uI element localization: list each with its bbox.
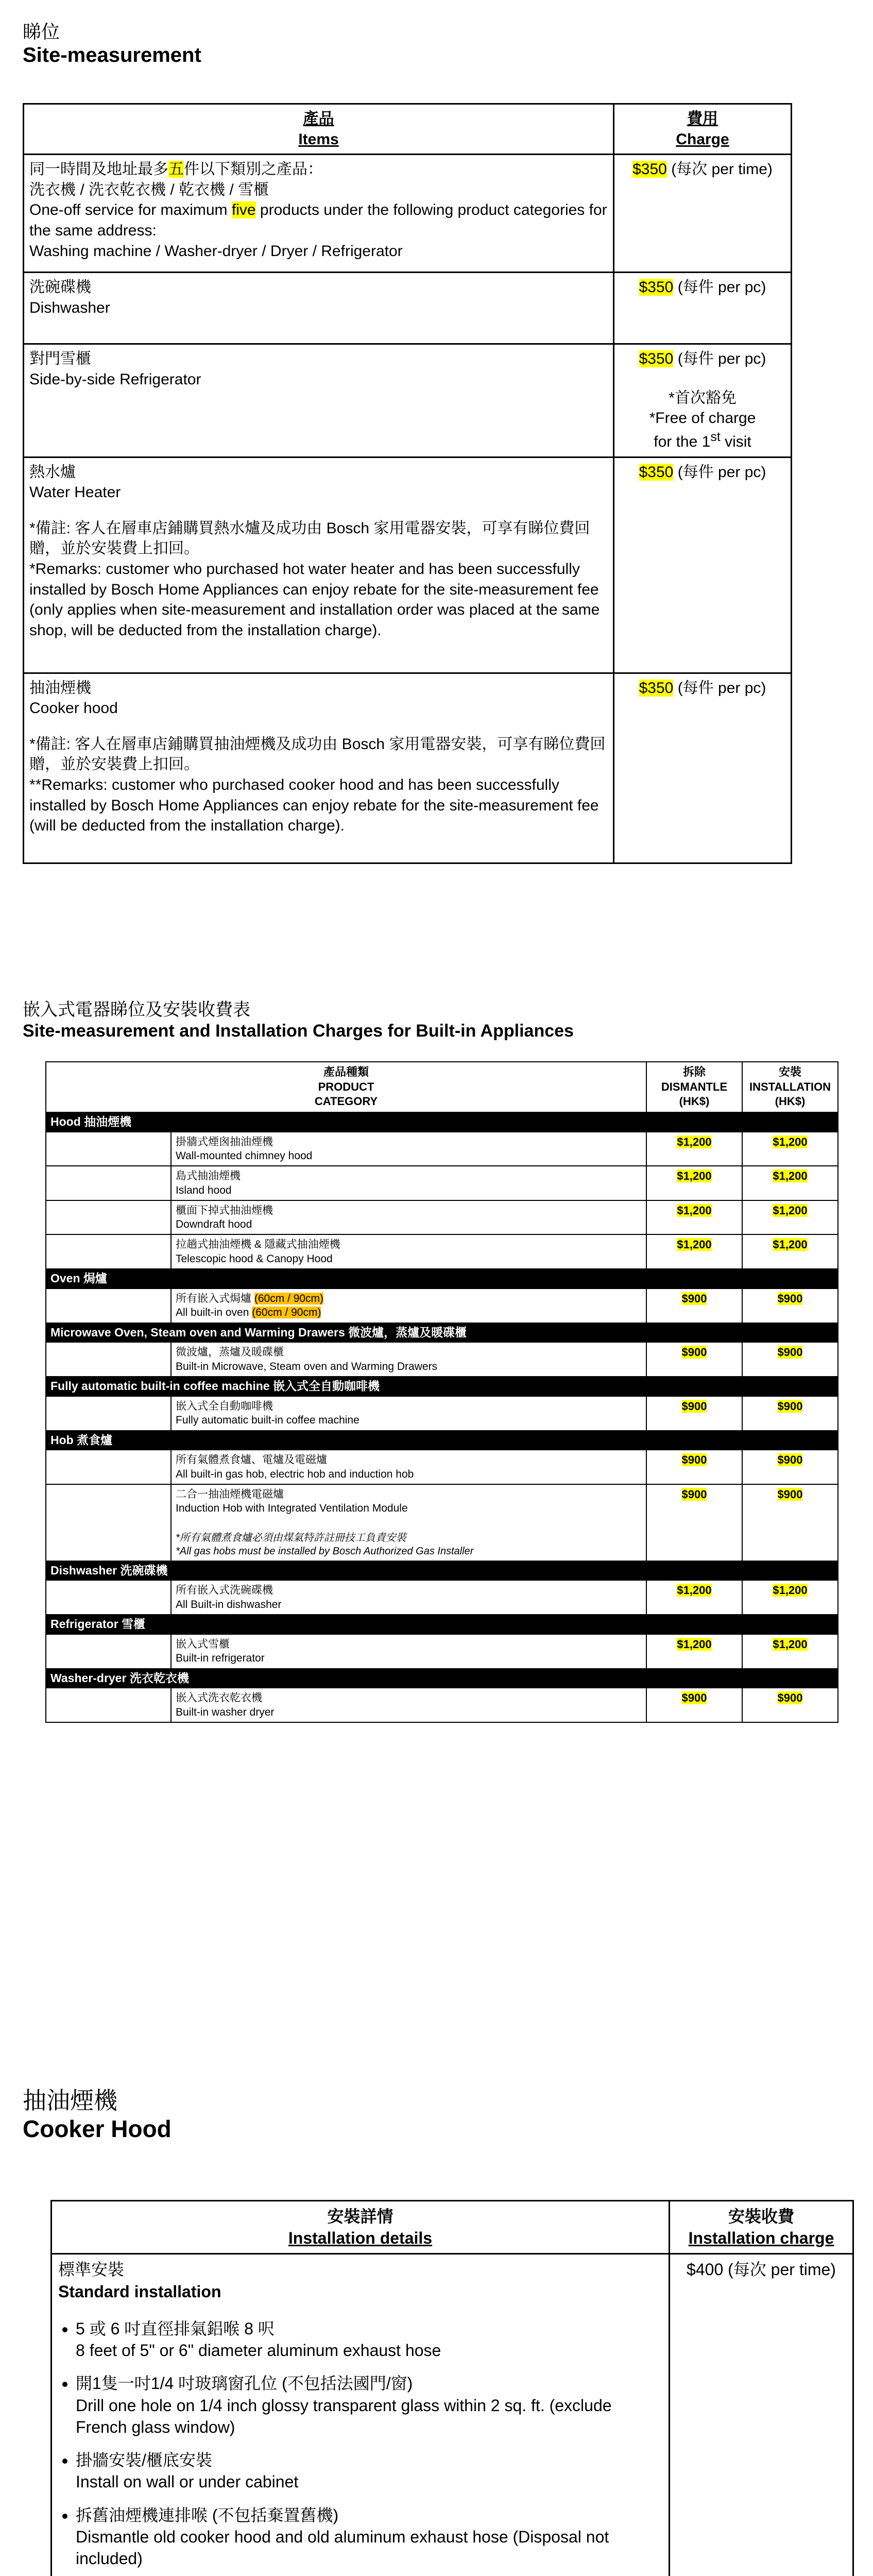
table-row xyxy=(46,1688,838,1722)
blank-cell xyxy=(46,1580,171,1615)
section1-title-zh: 睇位 xyxy=(23,21,60,42)
table-row xyxy=(46,1450,838,1484)
product-name-en: Induction Hob with Integrated Ventilation Module xyxy=(176,1502,408,1515)
table-row xyxy=(46,1132,838,1166)
table-row xyxy=(46,1166,838,1200)
category-title: Hob 煮食爐 xyxy=(46,1431,838,1450)
item-cell: 同一時間及地址最多五件以下類別之產品： 洗衣機 / 洗衣乾衣機 / 乾衣機 / 雪櫃 One-off service for maximum five products under the following product categories for the same address: Washing machine / Washer-dryer / Dryer / Refrigerator xyxy=(24,155,614,273)
section3-title-zh: 抽油煙機 xyxy=(23,2087,117,2114)
table-row xyxy=(24,457,792,673)
product-name-en: Island hood xyxy=(176,1184,232,1196)
blank-cell xyxy=(46,1342,171,1377)
dismantle-price: $1,200 xyxy=(646,1132,742,1166)
category-header: 產品種類 PRODUCT CATEGORY xyxy=(46,1062,646,1112)
list-item: • 掛牆安裝/櫃底安裝 Install on wall or under cabinet xyxy=(76,2449,662,2493)
charge-header: 費用 Charge xyxy=(614,104,792,155)
dismantle-price: $900 xyxy=(646,1342,742,1377)
section1-title xyxy=(23,21,201,67)
table-row xyxy=(46,1342,838,1377)
category-row xyxy=(46,1431,838,1450)
product-name-zh: 二合一抽油煙機電磁爐 xyxy=(176,1488,284,1500)
table-row xyxy=(46,1289,838,1323)
cooker-hood-table xyxy=(50,2200,854,2576)
product-name-zh: 島式抽油煙機 xyxy=(176,1170,241,1182)
product-name-zh: 櫃面下掉式抽油煙機 xyxy=(176,1204,273,1216)
product-cell xyxy=(171,1132,646,1166)
dismantle-price: $1,200 xyxy=(646,1580,742,1615)
product-name-en: Built-in refrigerator xyxy=(176,1652,265,1665)
dismantle-price: $1,200 xyxy=(646,1234,742,1269)
blank-cell xyxy=(46,1132,171,1166)
category-row xyxy=(46,1377,838,1396)
dismantle-price: $900 xyxy=(646,1688,742,1722)
installation-price: $1,200 xyxy=(742,1166,838,1200)
table-header xyxy=(24,104,792,155)
product-name-en: All Built-in dishwasher xyxy=(176,1598,282,1611)
product-cell xyxy=(171,1634,646,1669)
charge-cell: $350 (每件 per pc) xyxy=(614,673,792,863)
table-header xyxy=(52,2201,853,2254)
installation-charge-header: 安裝收費 Installation charge xyxy=(670,2201,853,2254)
dismantle-price: $1,200 xyxy=(646,1634,742,1669)
category-title: Refrigerator 雪櫃 xyxy=(46,1615,838,1634)
table-row xyxy=(24,344,792,457)
blank-cell xyxy=(46,1450,171,1484)
product-name-en: Built-in Microwave, Steam oven and Warming Drawers xyxy=(176,1360,438,1372)
product-name-zh: 嵌入式洗衣乾衣機 xyxy=(176,1692,262,1704)
dismantle-price: $900 xyxy=(646,1289,742,1323)
product-name-en: Built-in washer dryer xyxy=(176,1706,275,1718)
dismantle-price: $1,200 xyxy=(646,1200,742,1235)
category-row xyxy=(46,1669,838,1688)
list-item: • 開1隻一吋1/4 吋玻璃窗孔位 (不包括法國門/窗) Drill one hole on 1/4 inch glossy transparent glass within 2 sq. ft. (exclude French glass window) xyxy=(76,2372,662,2438)
dismantle-price: $900 xyxy=(646,1396,742,1431)
table-row xyxy=(24,273,792,344)
category-title: Fully automatic built-in coffee machine 嵌入式全自動咖啡機 xyxy=(46,1377,838,1396)
product-cell xyxy=(171,1289,646,1323)
standard-installation-cell: 標準安裝 Standard installation • 5 或 6 吋直徑排氣鋁喉 8 呎 8 feet of 5" or 6" diameter aluminum exhaust hose • 開1隻一吋1/4 吋玻璃窗孔位 (不包括法國門/窗) Drill one hole on 1/4 inch glossy transparent glass within 2 sq. ft. (exclude French glass window) • 掛牆安裝/櫃底安裝 Install on wall or under cabinet • 拆舊油煙機連排喉 (不包括棄置舊機) Dismantle old cooker hood and old aluminum exhaust hose (Disposal not included) xyxy=(52,2254,670,2576)
item-cell: 洗碗碟機 Dishwasher xyxy=(24,273,614,344)
category-title: Hood 抽油煙機 xyxy=(46,1112,838,1132)
section2-title-en: Site-measurement and Installation Charges for Built-in Appliances xyxy=(23,1021,574,1041)
list-item: • 5 或 6 吋直徑排氣鋁喉 8 呎 8 feet of 5" or 6" diameter aluminum exhaust hose xyxy=(76,2318,662,2361)
site-measurement-table xyxy=(23,103,792,864)
items-header: 產品 Items xyxy=(24,104,614,155)
charge-cell: $350 (每件 per pc) xyxy=(614,273,792,344)
product-name-zh: 微波爐，蒸爐及暖碟櫃 xyxy=(176,1346,284,1359)
charge-cell: $350 (每件 per pc) xyxy=(614,457,792,673)
product-cell xyxy=(171,1580,646,1615)
product-name-zh: 嵌入式全自動咖啡機 xyxy=(176,1400,273,1412)
blank-cell xyxy=(46,1484,171,1561)
standard-charge-cell: $400 (每次 per time) xyxy=(670,2254,853,2576)
installation-price: $900 xyxy=(742,1396,838,1431)
product-cell xyxy=(171,1342,646,1377)
installation-price: $1,200 xyxy=(742,1200,838,1235)
product-name-en: Downdraft hood xyxy=(176,1218,252,1231)
product-cell xyxy=(171,1396,646,1431)
product-cell xyxy=(171,1484,646,1561)
built-in-charges-table xyxy=(45,1061,838,1723)
product-name-zh: 所有嵌入式焗爐 (60cm / 90cm) xyxy=(176,1292,324,1304)
item-cell: 對門雪櫃 Side-by-side Refrigerator xyxy=(24,344,614,457)
installation-details-header: 安裝詳情 Installation details xyxy=(52,2201,670,2254)
category-title: Dishwasher 洗碗碟機 xyxy=(46,1561,838,1581)
item-cell: 抽油煙機 Cooker hood *備註: 客人在層車店鋪購買抽油煙機及成功由 Bosch 家用電器安裝，可享有睇位費回贈，並於安裝費上扣回。 **Remarks: customer who purchased cooker hood and has been successfully installed by Bosch Home Appliances can enjoy rebate for the site-measurement fee (will be deducted from the installation charge). xyxy=(24,673,614,863)
product-cell xyxy=(171,1200,646,1235)
item-cell: 熱水爐 Water Heater *備註: 客人在層車店鋪購買熱水爐及成功由 Bosch 家用電器安裝，可享有睇位費回贈，並於安裝費上扣回。 *Remarks: customer who purchased hot water heater and has been successfully installed by Bosch Home Appliances can enjoy rebate for the site-measurement fee (only applies when site-measurement and installation order was placed at the same shop, will be deducted from the installation charge). xyxy=(24,457,614,673)
product-cell xyxy=(171,1166,646,1200)
table-row xyxy=(46,1200,838,1235)
category-row xyxy=(46,1112,838,1132)
dismantle-price: $900 xyxy=(646,1450,742,1484)
product-name-zh: 嵌入式雪櫃 xyxy=(176,1638,230,1650)
category-row xyxy=(46,1561,838,1581)
product-name-zh: 掛牆式煙囪抽油煙機 xyxy=(176,1136,273,1148)
installation-price: $1,200 xyxy=(742,1634,838,1669)
blank-cell xyxy=(46,1200,171,1235)
installation-price: $1,200 xyxy=(742,1132,838,1166)
installation-price: $1,200 xyxy=(742,1234,838,1269)
installation-price: $900 xyxy=(742,1484,838,1561)
product-name-en: All built-in gas hob, electric hob and induction hob xyxy=(176,1468,414,1480)
installation-price: $900 xyxy=(742,1289,838,1323)
section1-title-en: Site-measurement xyxy=(23,44,201,67)
table-header xyxy=(46,1062,838,1112)
blank-cell xyxy=(46,1396,171,1431)
product-name-en: Wall-mounted chimney hood xyxy=(176,1149,313,1162)
product-name-en: All built-in oven (60cm / 90cm) xyxy=(176,1307,321,1319)
table-row xyxy=(46,1634,838,1669)
product-cell xyxy=(171,1450,646,1484)
blank-cell xyxy=(46,1289,171,1323)
built-in-charges-body xyxy=(46,1112,838,1722)
product-name-zh: 所有嵌入式洗碗碟機 xyxy=(176,1584,273,1597)
dismantle-price: $1,200 xyxy=(646,1166,742,1200)
product-name-en: Fully automatic built-in coffee machine xyxy=(176,1414,360,1427)
blank-cell xyxy=(46,1166,171,1200)
product-cell xyxy=(171,1234,646,1269)
standard-items-list xyxy=(58,2318,662,2576)
charge-cell: $350 (每次 per time) xyxy=(614,155,792,273)
table-row xyxy=(46,1396,838,1431)
product-name-en: Telescopic hood & Canopy Hood xyxy=(176,1252,333,1265)
product-note-en: *All gas hobs must be installed by Bosch Authorized Gas Installer xyxy=(176,1545,474,1557)
section2-title-zh: 嵌入式電器睇位及安裝收費表 xyxy=(23,1000,250,1020)
table-row xyxy=(46,1484,838,1561)
installation-price: $900 xyxy=(742,1342,838,1377)
product-name-zh: 所有氣體煮食爐、電爐及電磁爐 xyxy=(176,1454,327,1466)
table-row xyxy=(46,1234,838,1269)
installation-price: $1,200 xyxy=(742,1580,838,1615)
table-row xyxy=(52,2254,853,2576)
table-row xyxy=(24,673,792,863)
installation-header: 安裝 INSTALLATION (HK$) xyxy=(742,1062,838,1112)
dismantle-header: 拆除 DISMANTLE (HK$) xyxy=(646,1062,742,1112)
category-title: Oven 焗爐 xyxy=(46,1269,838,1289)
product-note-zh: *所有氣體煮食爐必須由煤氣特許註冊技工負責安裝 xyxy=(176,1532,406,1544)
section3-title xyxy=(23,2087,172,2143)
category-row xyxy=(46,1615,838,1634)
installation-price: $900 xyxy=(742,1688,838,1722)
blank-cell xyxy=(46,1688,171,1722)
dismantle-price: $900 xyxy=(646,1484,742,1561)
product-cell xyxy=(171,1688,646,1722)
installation-price: $900 xyxy=(742,1450,838,1484)
category-row xyxy=(46,1323,838,1343)
blank-cell xyxy=(46,1234,171,1269)
category-title: Microwave Oven, Steam oven and Warming Drawers 微波爐，蒸爐及暖碟櫃 xyxy=(46,1323,838,1343)
table-row xyxy=(46,1580,838,1615)
product-name-zh: 拉趟式抽油煙機 & 隱藏式抽油煙機 xyxy=(176,1239,340,1251)
category-row xyxy=(46,1269,838,1289)
charge-cell: $350 (每件 per pc) *首次豁免 *Free of charge for the 1st visit xyxy=(614,344,792,457)
list-item: • 拆舊油煙機連排喉 (不包括棄置舊機) Dismantle old cooker hood and old aluminum exhaust hose (Disposal not included) xyxy=(76,2504,662,2570)
blank-cell xyxy=(46,1634,171,1669)
section2-title xyxy=(23,999,574,1042)
category-title: Washer-dryer 洗衣乾衣機 xyxy=(46,1669,838,1688)
table-row xyxy=(24,155,792,273)
section3-title-en: Cooker Hood xyxy=(23,2115,172,2143)
